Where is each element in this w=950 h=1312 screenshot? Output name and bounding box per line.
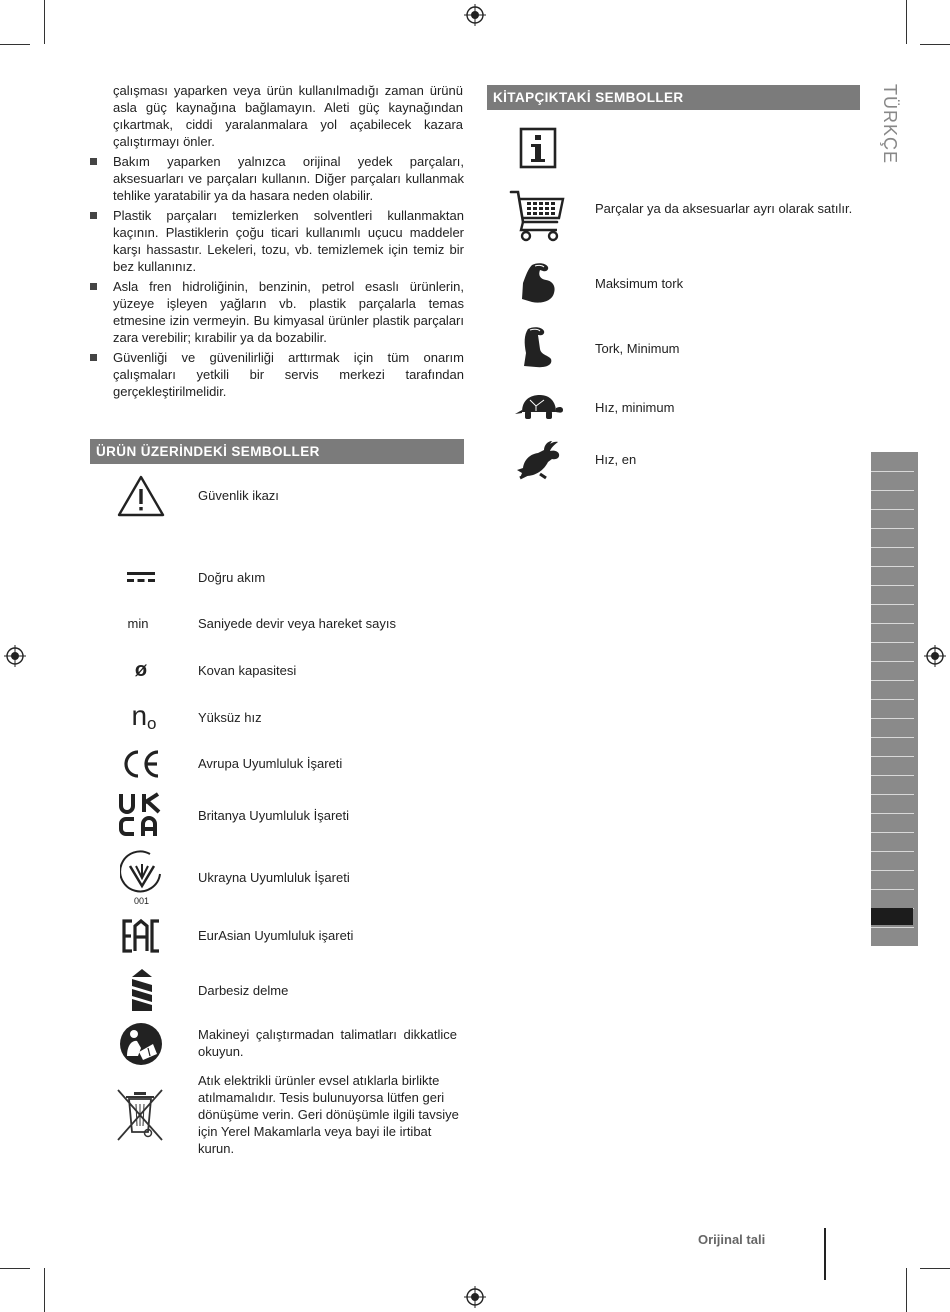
tab-divider [871, 585, 914, 586]
symbol-label: Parçalar ya da aksesuarlar ayrı olarak satılır. [595, 201, 853, 216]
tab-divider [871, 509, 914, 510]
language-tab-strip [871, 452, 918, 946]
footer-text: Orijinal tali [698, 1232, 766, 1247]
symbol-label: Avrupa Uyumluluk İşareti [198, 756, 343, 771]
product-symbols-header: ÜRÜN ÜZERİNDEKİ SEMBOLLER [90, 439, 464, 464]
registration-mark-icon [924, 645, 946, 667]
crop-mark [0, 44, 30, 45]
tab-divider [871, 737, 914, 738]
min-symbol: min [127, 616, 149, 631]
symbol-label: Güvenlik ikazı [198, 488, 279, 503]
tab-divider [871, 889, 914, 890]
symbol-label: Ukrayna Uyumluluk İşareti [198, 870, 350, 885]
read-manual-icon [119, 1022, 163, 1066]
weak-arm-icon [516, 324, 560, 370]
tab-divider [871, 661, 914, 662]
footer-divider [824, 1228, 826, 1280]
ukca-mark-icon [118, 792, 164, 838]
bullet-square-icon [90, 158, 97, 165]
ukraine-mark-caption: 001 [134, 896, 150, 906]
bullet-square-icon [90, 354, 97, 361]
tab-divider [871, 528, 914, 529]
registration-mark-icon [464, 1286, 486, 1308]
warning-triangle-icon [115, 474, 167, 518]
tab-divider [871, 927, 914, 928]
symbol-label: Maksimum tork [595, 276, 684, 291]
symbol-label: Makineyi çalıştırmadan talimatları dikkatlice okuyun. [198, 1027, 457, 1059]
registration-mark-icon [4, 645, 26, 667]
ce-mark-icon [120, 748, 162, 780]
tab-divider [871, 471, 914, 472]
list-item: Bakım yaparken yalnızca orijinal yedek parçaları, aksesuarları ve parçaları kullanın. Diğer parçaları kullanmak tehlike yaratabilir ya da hasara neden olabilir. [90, 153, 464, 204]
tab-divider [871, 851, 914, 852]
symbol-label: Saniyede devir veya hareket sayıs [198, 616, 396, 631]
symbol-label: EurAsian Uyumluluk işareti [198, 928, 354, 943]
symbol-label: Yüksüz hız [198, 710, 262, 725]
symbol-label: Britanya Uyumluluk İşareti [198, 808, 349, 823]
tab-divider [871, 832, 914, 833]
crop-mark [920, 1268, 950, 1269]
booklet-symbols-header: KİTAPÇIKTAKİ SEMBOLLER [487, 85, 860, 110]
list-item: Plastik parçaları temizlerken solventleri kullanmaktan kaçının. Plastiklerin çoğu ticari kullanımlı uçucu maddeler karşı hassastır. Lekeleri, tozu, vb. temizlemek için temiz bir bez kullanınız. [90, 207, 464, 275]
crop-mark [906, 0, 907, 44]
list-item: Asla fren hidroliğinin, benzinin, petrol esaslı ürünlerin, yüzeye işleyen yağların vb. plastik parçalarla temas etmesine izin vermeyin. Bu kimyasal ürünler plastik parçaları zara verebilir; kırabilir ya da bozabilir. [90, 278, 464, 346]
symbol-label: Hız, en [595, 452, 637, 467]
crop-mark [44, 1268, 45, 1312]
list-item: Güvenliği ve güvenilirliği arttırmak için tüm onarım çalışmaları yetkili bir servis merkezi tarafından gerçekleştirilmelidir. [90, 349, 464, 400]
diameter-symbol: ø [134, 658, 148, 681]
tab-divider [871, 680, 914, 681]
no-load-speed-symbol: n o [131, 700, 157, 733]
tab-divider [871, 642, 914, 643]
symbol-label: Darbesiz delme [198, 983, 289, 998]
turtle-icon [512, 392, 564, 422]
bullet-square-icon [90, 283, 97, 290]
ukraine-mark-icon [120, 850, 164, 896]
strong-arm-icon [516, 260, 560, 306]
registration-mark-icon [464, 4, 486, 26]
bullet-square-icon [90, 212, 97, 219]
tab-divider [871, 566, 914, 567]
crossed-bin-icon [114, 1086, 166, 1144]
symbol-label: Atık elektrikli ürünler evsel atıklarla birlikte atılmamalıdır. Tesis bulunuyorsa lütfen geri dönüşüme verin. Geri dönüşümle ilgili tavsiye için Yerel Makamlarla veya bayi ile irtibat kurun. [198, 1073, 459, 1156]
symbol-label: Doğru akım [198, 570, 266, 585]
language-tab-label: TÜRKÇE [880, 84, 900, 165]
shopping-cart-icon [509, 188, 567, 244]
tab-divider [871, 718, 914, 719]
tab-divider [871, 547, 914, 548]
tab-divider [871, 623, 914, 624]
crop-mark [44, 0, 45, 44]
intro-paragraph: çalışması yaparken veya ürün kullanılmadığı zaman ürünü asla güç kaynağına bağlamayın. Aleti güç kaynağından çıkartmak, ciddi yaralanmalara yol açabilecek kazara çalıştırmayı önler. [113, 83, 463, 149]
tab-divider [871, 794, 914, 795]
symbol-label: Hız, minimum [595, 400, 675, 415]
tab-divider [871, 756, 914, 757]
drill-bit-icon [128, 968, 156, 1012]
tab-divider [871, 870, 914, 871]
tab-divider [871, 775, 914, 776]
symbol-label: Tork, Minimum [595, 341, 680, 356]
rabbit-icon [514, 440, 562, 480]
info-icon [518, 127, 558, 169]
crop-mark [920, 44, 950, 45]
tab-divider [871, 490, 914, 491]
direct-current-icon [124, 569, 158, 585]
tab-divider [871, 813, 914, 814]
maintenance-bullet-list [90, 153, 464, 403]
tab-divider [871, 604, 914, 605]
symbol-label: Kovan kapasitesi [198, 663, 297, 678]
eac-mark-icon [120, 917, 162, 955]
crop-mark [906, 1268, 907, 1312]
tab-divider [871, 699, 914, 700]
crop-mark [0, 1268, 30, 1269]
active-language-tab [871, 908, 913, 925]
